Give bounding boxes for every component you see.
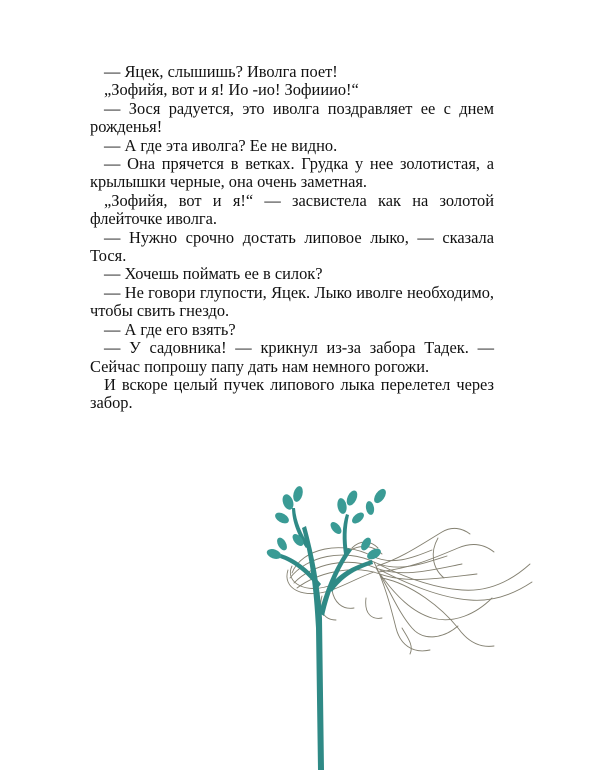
tree-illustration — [262, 478, 542, 778]
bast-fibers — [287, 528, 532, 654]
paragraph: „Зофийя, вот и я! Ио -ио! Зофииио!“ — [104, 80, 359, 100]
paragraph: — Она прячется в ветках. Грудка у нее золотистая, а крылышки черные, она очень заметная. — [90, 154, 494, 192]
paragraph: — У садовника! — крикнул из-за забора Тадек. — Сейчас попрошу папу дать нам немного рогожи. — [90, 338, 494, 376]
story-text — [90, 63, 494, 413]
paragraph: — Не говори глупости, Яцек. Лыко иволге необходимо, чтобы свить гнездо. — [90, 282, 494, 321]
paragraph: И вскоре целый пучек липового лыка перелетел через забор. — [90, 374, 494, 413]
paragraph: — Нужно срочно достать липовое лыко, — сказала Тося. — [90, 227, 494, 266]
paragraph: — А где его взять? — [104, 319, 236, 339]
paragraph: — А где эта иволга? Ее не видно. — [104, 135, 338, 155]
tree-leaves — [265, 485, 388, 562]
paragraph: „Зофийя, вот и я!“ — засвистела как на золотой флейточке иволга. — [90, 190, 494, 229]
paragraph: — Яцек, слышишь? Иволга поет! — [104, 62, 338, 81]
paragraph: — Хочешь поймать ее в силок? — [104, 264, 323, 284]
paragraph: — Зося радуется, это иволга поздравляет ее с днем рожденья! — [90, 98, 494, 137]
